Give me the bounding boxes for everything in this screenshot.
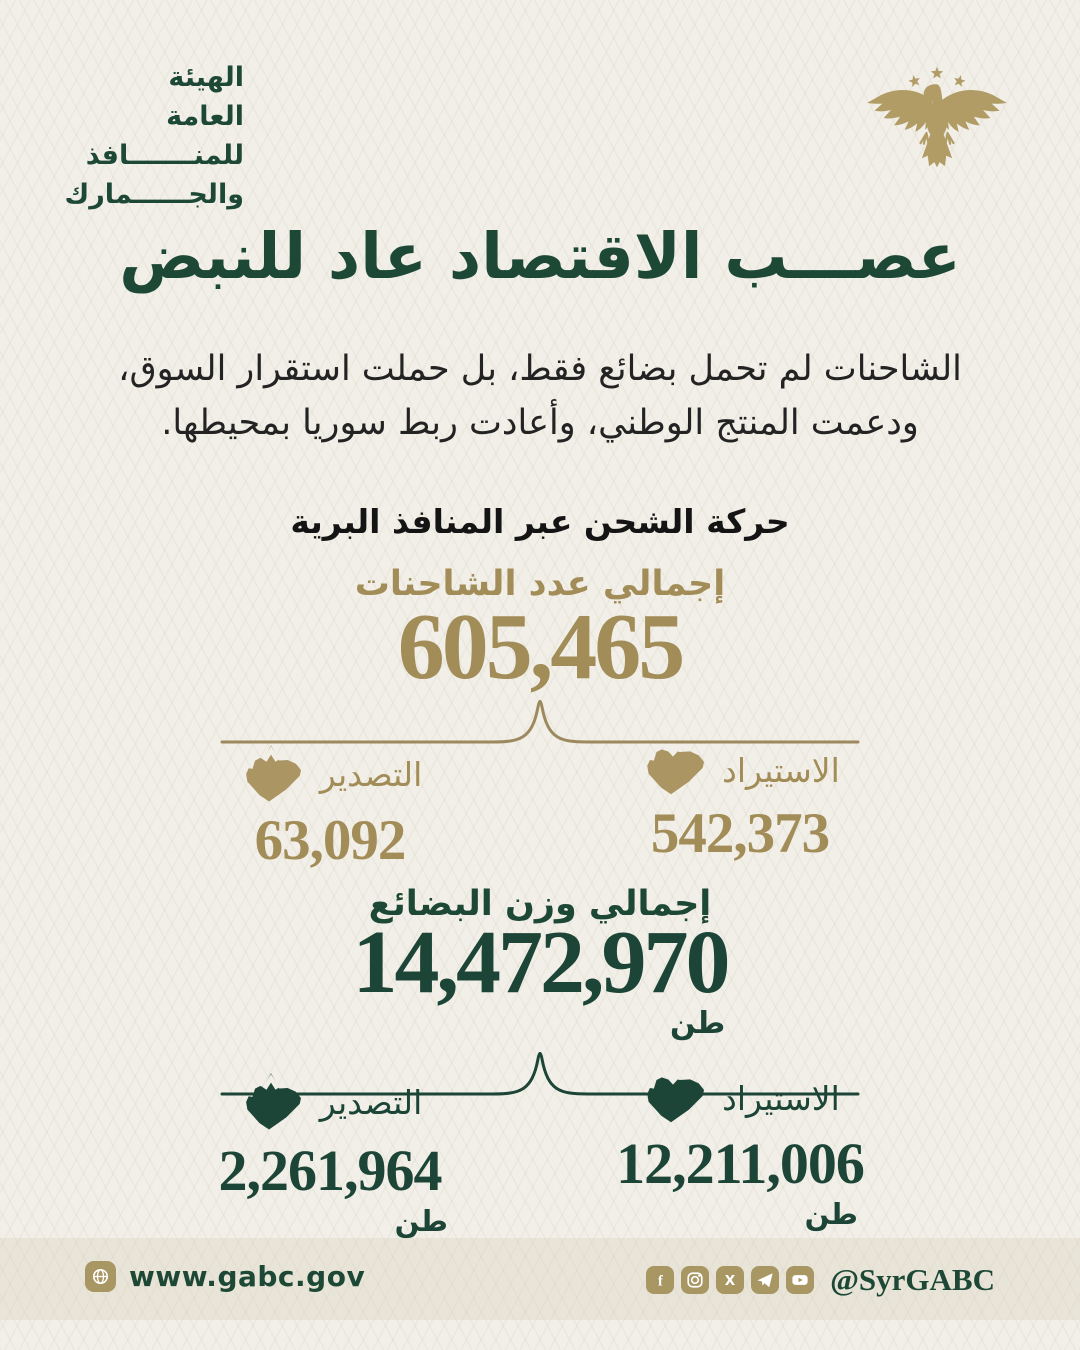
logo-line-2: للمنـــــــافذ [85,140,244,171]
eagle-emblem-icon [858,56,1016,188]
authority-logo-text [64,58,244,214]
trucks-total-value: 605,465 [397,595,683,699]
syria-map-export-icon [238,744,304,804]
weight-export-unit: طن [394,1204,448,1238]
subtitle-line-1: الشاحنات لم تحمل بضائع فقط، بل حملت استقرار السوق، [118,349,962,389]
trucks-export-value: 63,092 [254,809,406,872]
weight-export-value: 2,261,964 [218,1138,442,1203]
weight-export-stat [140,1072,520,1238]
syria-map-export-icon [238,1072,304,1132]
weight-total-label: إجمالي وزن البضائع [368,884,712,924]
trucks-import-stat [550,744,930,865]
telegram-icon [751,1266,779,1294]
trucks-import-label: الاستيراد [722,751,840,790]
trucks-export-label: التصدير [319,754,423,794]
syria-map-import-icon [640,1072,706,1125]
trucks-import-value: 542,373 [650,802,830,865]
logo-line-1: الهيئة العامة [166,62,244,132]
instagram-icon [681,1266,709,1294]
youtube-icon [786,1266,814,1294]
weight-total-value: 14,472,970 [352,913,728,1012]
subtitle [0,342,1080,450]
brace-divider-gold [220,694,860,746]
logo-line-3: والجــــــمارك [64,179,244,210]
social-handle: @SyrGABC [830,1262,995,1297]
weight-import-value: 12,211,006 [616,1131,864,1196]
section-title: حركة الشحن عبر المنافذ البرية [290,502,790,541]
main-title: عصـــب الاقتصاد عاد للنبض [119,220,961,293]
facebook-icon [646,1266,674,1294]
website-url: www.gabc.gov [129,1260,366,1293]
trucks-total-label: إجمالي عدد الشاحنات [354,564,726,604]
subtitle-line-2: ودعمت المنتج الوطني، وأعادت ربط سوريا بمحيطها. [161,403,919,443]
website-row [85,1260,365,1293]
syria-map-import-icon [640,744,706,797]
globe-icon [85,1261,116,1292]
svg-text:X: X [724,1273,736,1290]
x-icon [716,1266,744,1294]
weight-export-label: التصدير [319,1082,423,1122]
trucks-export-stat [140,744,520,872]
svg-text:f: f [658,1273,663,1290]
social-row [646,1262,995,1298]
weight-total-unit: طن [670,1006,726,1041]
weight-import-label: الاستيراد [722,1079,840,1118]
weight-import-unit: طن [804,1197,858,1231]
weight-import-stat [550,1072,930,1231]
